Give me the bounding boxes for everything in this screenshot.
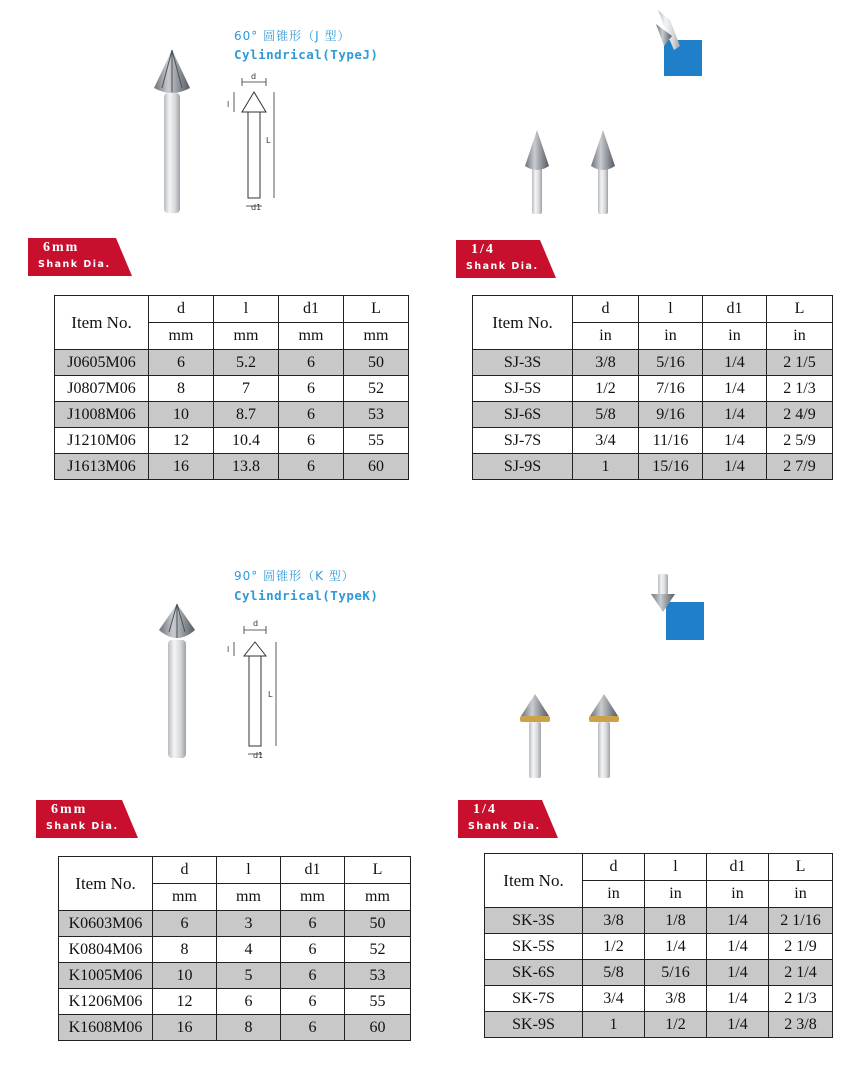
value-cell: 7/16 [639,376,703,402]
value-cell: 6 [281,963,345,989]
value-cell: 2 7/9 [767,454,833,480]
value-cell: 2 1/3 [769,986,833,1012]
badge-size: 1/4 [471,242,495,257]
table-row [485,960,833,986]
value-cell: 4 [217,937,281,963]
caption-en-k: Cylindrical(TypeK) [234,588,379,603]
table-row [473,402,833,428]
table-row [59,989,411,1015]
value-cell: 53 [344,402,409,428]
item-cell: K1608M06 [59,1015,153,1041]
shank-badge-6mm-j [28,238,138,278]
value-cell: 2 1/4 [769,960,833,986]
product-photo-k-pair [516,690,626,780]
value-cell: 1/4 [703,376,767,402]
dimension-diagram-k [224,618,284,764]
item-cell: K0804M06 [59,937,153,963]
value-cell: 6 [279,402,344,428]
value-cell: 1/4 [707,986,769,1012]
caption-cn-j: 60° 圆锥形（J 型） [234,29,351,43]
item-cell: J1613M06 [55,454,149,480]
value-cell: 10.4 [214,428,279,454]
item-cell: SJ-9S [473,454,573,480]
value-cell: 6 [149,350,214,376]
unit-cell: mm [214,323,279,350]
table-row [55,454,409,480]
product-photo-j-main [148,48,198,216]
item-cell: SK-6S [485,960,583,986]
unit-cell: in [645,881,707,908]
value-cell: 9/16 [639,402,703,428]
value-cell: 3/4 [583,986,645,1012]
value-cell: 6 [279,350,344,376]
value-cell: 5/8 [573,402,639,428]
value-cell: 12 [153,989,217,1015]
item-cell: J1210M06 [55,428,149,454]
value-cell: 6 [279,454,344,480]
value-cell: 60 [345,1015,411,1041]
column-header-d: d [149,296,214,323]
spec-table-k-inch [484,853,833,1038]
value-cell: 10 [149,402,214,428]
caption-cn-k: 90° 圆锥形（K 型） [234,569,355,583]
value-cell: 50 [345,911,411,937]
column-header-item-no: Item No. [473,296,573,350]
value-cell: 50 [344,350,409,376]
table-row [59,911,411,937]
dimension-diagram-j [224,72,284,214]
badge-size: 6mm [51,802,88,817]
column-header-l: l [645,854,707,881]
value-cell: 6 [153,911,217,937]
value-cell: 1 [573,454,639,480]
value-cell: 1/4 [703,454,767,480]
table-row [55,402,409,428]
value-cell: 1/2 [583,934,645,960]
value-cell: 3 [217,911,281,937]
unit-cell: mm [344,323,409,350]
item-cell: SK-3S [485,908,583,934]
table-row [485,934,833,960]
product-photo-j-pair [518,126,628,216]
value-cell: 11/16 [639,428,703,454]
value-cell: 15/16 [639,454,703,480]
item-cell: SJ-6S [473,402,573,428]
caption-en-j: Cylindrical(TypeJ) [234,47,379,62]
table-row [55,376,409,402]
item-cell: SK-5S [485,934,583,960]
value-cell: 8.7 [214,402,279,428]
unit-cell: in [573,323,639,350]
diagram-label-d: d [253,619,259,628]
item-cell: SK-9S [485,1012,583,1038]
value-cell: 6 [281,911,345,937]
unit-cell: mm [217,884,281,911]
item-cell: J0605M06 [55,350,149,376]
column-header-d1: d1 [279,296,344,323]
value-cell: 1/4 [707,960,769,986]
value-cell: 1/4 [645,934,707,960]
value-cell: 13.8 [214,454,279,480]
table-row [473,350,833,376]
badge-label: Shank Dia. [38,259,111,270]
table-row [473,454,833,480]
spec-table-j-inch [472,295,833,480]
value-cell: 1/4 [707,908,769,934]
value-cell: 16 [153,1015,217,1041]
column-header-l: l [217,857,281,884]
value-cell: 2 4/9 [767,402,833,428]
unit-cell: mm [153,884,217,911]
column-header-item-no: Item No. [485,854,583,908]
shank-badge-quarter-j [456,240,566,280]
column-header-d1: d1 [281,857,345,884]
value-cell: 53 [345,963,411,989]
column-header-L: L [767,296,833,323]
value-cell: 2 1/16 [769,908,833,934]
item-cell: K1005M06 [59,963,153,989]
unit-cell: in [769,881,833,908]
value-cell: 3/8 [645,986,707,1012]
value-cell: 6 [279,428,344,454]
value-cell: 12 [149,428,214,454]
column-header-d: d [583,854,645,881]
table-row [473,428,833,454]
column-header-d1: d1 [707,854,769,881]
value-cell: 1/4 [703,350,767,376]
value-cell: 5/8 [583,960,645,986]
table-row [485,908,833,934]
value-cell: 3/8 [583,908,645,934]
diagram-label-d1: d1 [253,751,264,760]
value-cell: 55 [345,989,411,1015]
value-cell: 1/4 [703,428,767,454]
spec-table-j-metric [54,295,409,480]
unit-cell: in [639,323,703,350]
shank-badge-quarter-k [458,800,568,840]
value-cell: 55 [344,428,409,454]
column-header-l: l [214,296,279,323]
column-header-L: L [345,857,411,884]
item-cell: J1008M06 [55,402,149,428]
column-header-item-no: Item No. [55,296,149,350]
value-cell: 2 1/3 [767,376,833,402]
value-cell: 1/8 [645,908,707,934]
product-photo-j-angled [648,6,702,78]
item-cell: SJ-5S [473,376,573,402]
shank-badge-6mm-k [36,800,146,840]
diagram-label-l: l [227,645,230,654]
unit-cell: mm [149,323,214,350]
unit-cell: in [703,323,767,350]
value-cell: 7 [214,376,279,402]
value-cell: 16 [149,454,214,480]
item-cell: K1206M06 [59,989,153,1015]
item-cell: SK-7S [485,986,583,1012]
table-row [485,1012,833,1038]
table-row [59,1015,411,1041]
unit-cell: mm [345,884,411,911]
item-cell: SJ-3S [473,350,573,376]
column-header-d: d [153,857,217,884]
diagram-label-d: d [251,72,257,81]
value-cell: 2 1/5 [767,350,833,376]
value-cell: 8 [153,937,217,963]
value-cell: 8 [217,1015,281,1041]
value-cell: 6 [281,989,345,1015]
product-photo-k-main [156,598,200,760]
value-cell: 1/2 [645,1012,707,1038]
value-cell: 1 [583,1012,645,1038]
table-row [485,986,833,1012]
table-row [55,350,409,376]
value-cell: 2 3/8 [769,1012,833,1038]
unit-cell: in [583,881,645,908]
column-header-d: d [573,296,639,323]
product-photo-k-angled [648,572,706,642]
value-cell: 3/4 [573,428,639,454]
unit-cell: in [767,323,833,350]
table-row [55,428,409,454]
diagram-label-l: l [227,100,230,109]
diagram-label-d1: d1 [251,203,262,212]
item-cell: SJ-7S [473,428,573,454]
value-cell: 5.2 [214,350,279,376]
badge-label: Shank Dia. [46,821,119,832]
column-header-L: L [769,854,833,881]
value-cell: 60 [344,454,409,480]
badge-size: 1/4 [473,802,497,817]
value-cell: 3/8 [573,350,639,376]
item-cell: J0807M06 [55,376,149,402]
value-cell: 52 [345,937,411,963]
value-cell: 1/4 [707,1012,769,1038]
value-cell: 10 [153,963,217,989]
column-header-d1: d1 [703,296,767,323]
table-row [59,963,411,989]
value-cell: 2 5/9 [767,428,833,454]
table-row [473,376,833,402]
value-cell: 1/4 [707,934,769,960]
value-cell: 52 [344,376,409,402]
column-header-item-no: Item No. [59,857,153,911]
value-cell: 5/16 [639,350,703,376]
diagram-label-L: L [266,136,271,145]
value-cell: 6 [281,1015,345,1041]
value-cell: 1/2 [573,376,639,402]
unit-cell: in [707,881,769,908]
value-cell: 5 [217,963,281,989]
unit-cell: mm [281,884,345,911]
badge-label: Shank Dia. [468,821,541,832]
badge-size: 6mm [43,240,80,255]
spec-table-k-metric [58,856,411,1041]
column-header-L: L [344,296,409,323]
diagram-label-L: L [268,690,273,699]
value-cell: 8 [149,376,214,402]
unit-cell: mm [279,323,344,350]
item-cell: K0603M06 [59,911,153,937]
badge-label: Shank Dia. [466,261,539,272]
table-row [59,937,411,963]
value-cell: 6 [279,376,344,402]
value-cell: 6 [217,989,281,1015]
column-header-l: l [639,296,703,323]
value-cell: 5/16 [645,960,707,986]
value-cell: 6 [281,937,345,963]
value-cell: 2 1/9 [769,934,833,960]
value-cell: 1/4 [703,402,767,428]
